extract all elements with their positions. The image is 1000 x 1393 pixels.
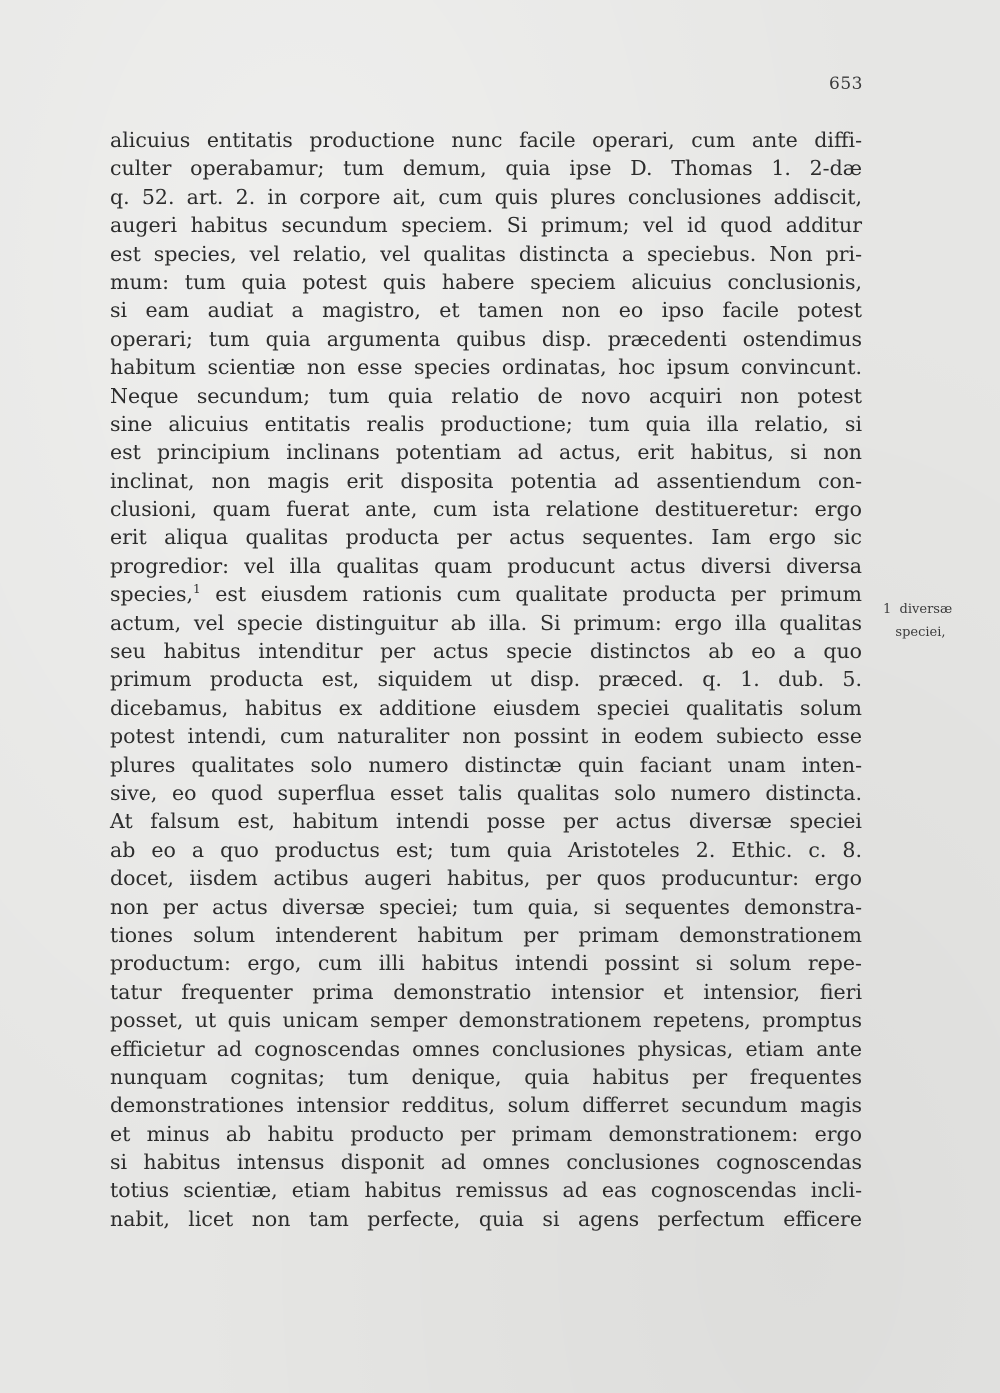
text-line-with-footnote (110, 580, 862, 608)
main-text-block (110, 126, 862, 1233)
text-line: augeri habitus secundum speciem. Si primum; vel id quod additur (110, 213, 862, 238)
text-line: et minus ab habitu producto per primam demonstrationem: ergo (110, 1121, 862, 1146)
text-line: erit aliqua qualitas producta per actus sequentes. Iam ergo sic (110, 525, 862, 550)
text-line: culter operabamur; tum demum, quia ipse D. Thomas 1. 2-dæ (110, 156, 862, 181)
text-line: clusioni, quam fuerat ante, cum ista relatione destitueretur: ergo (110, 497, 862, 522)
text-line: plures qualitates solo numero distinctæ quin faciant unam inten- (110, 752, 862, 777)
text-fragment: est eiusdem rationis cum qualitate producta per primum (200, 582, 862, 607)
text-line: productum: ergo, cum illi habitus intendi possint si solum repe- (110, 951, 862, 976)
text-line: nunquam cognitas; tum denique, quia habitus per frequentes (110, 1064, 862, 1089)
text-line: mum: tum quia potest quis habere speciem alicuius conclusionis, (110, 269, 862, 294)
text-line: si habitus intensus disponit ad omnes conclusiones cognoscendas (110, 1150, 862, 1175)
text-line: non per actus diversæ speciei; tum quia, si sequentes demonstra- (110, 894, 862, 919)
marginal-note (883, 598, 983, 644)
text-line: docet, iisdem actibus augeri habitus, per quos producuntur: ergo (110, 866, 862, 891)
text-line: efficietur ad cognoscendas omnes conclusiones physicas, etiam ante (110, 1036, 862, 1061)
text-line: Neque secundum; tum quia relatio de novo acquiri non potest (110, 383, 862, 408)
text-line: seu habitus intenditur per actus specie distinctos ab eo a quo (110, 639, 862, 664)
marginal-note-marker: 1 (883, 602, 892, 617)
text-line: ab eo a quo productus est; tum quia Aristoteles 2. Ethic. c. 8. (110, 837, 862, 862)
text-line: sive, eo quod superflua esset talis qualitas solo numero distincta. (110, 780, 862, 805)
text-line: dicebamus, habitus ex additione eiusdem speciei qualitatis solum (110, 695, 862, 720)
text-line: est principium inclinans potentiam ad actus, erit habitus, si non (110, 440, 862, 465)
footnote-reference: 1 (192, 582, 201, 597)
text-line: primum producta est, siquidem ut disp. præced. q. 1. dub. 5. (110, 667, 862, 692)
text-line: progredior: vel illa qualitas quam producunt actus diversi diversa (110, 553, 862, 578)
text-line: potest intendi, cum naturaliter non possint in eodem subiecto esse (110, 724, 862, 749)
text-line: habitum scientiæ non esse species ordinatas, hoc ipsum convincunt. (110, 355, 862, 380)
marginal-note-line (883, 621, 983, 644)
text-line: inclinat, non magis erit disposita potentia ad assentiendum con- (110, 468, 862, 493)
text-line: sine alicuius entitatis realis productione; tum quia illa relatio, si (110, 411, 862, 436)
text-line: demonstrationes intensior redditus, solum differret secundum magis (110, 1093, 862, 1118)
text-line: q. 52. art. 2. in corpore ait, cum quis plures conclusiones addiscit, (110, 184, 862, 209)
text-line: totius scientiæ, etiam habitus remissus ad eas cognoscendas incli- (110, 1178, 862, 1203)
text-line: actum, vel specie distinguitur ab illa. Si primum: ergo illa qualitas (110, 610, 862, 635)
text-line: posset, ut quis unicam semper demonstrationem repetens, promptus (110, 1008, 862, 1033)
text-line: operari; tum quia argumenta quibus disp. præcedenti ostendimus (110, 326, 862, 351)
page-number: 653 (829, 74, 863, 94)
text-line: tatur frequenter prima demonstratio intensior et intensior, fieri (110, 979, 862, 1004)
text-line: alicuius entitatis productione nunc facile operari, cum ante diffi- (110, 128, 862, 152)
text-line: At falsum est, habitum intendi posse per actus diversæ speciei (110, 809, 862, 834)
text-line: si eam audiat a magistro, et tamen non eo ipso facile potest (110, 298, 862, 323)
text-fragment: species, (110, 582, 193, 607)
text-line: est species, vel relatio, vel qualitas distincta a speciebus. Non pri- (110, 241, 862, 266)
marginal-note-line (883, 598, 983, 621)
marginal-note-text: diversæ (899, 602, 953, 617)
text-line: nabit, licet non tam perfecte, quia si agens perfectum efficere (110, 1206, 862, 1231)
text-line: tiones solum intenderent habitum per primam demonstrationem (110, 922, 862, 947)
marginal-note-text: speciei, (895, 625, 946, 640)
